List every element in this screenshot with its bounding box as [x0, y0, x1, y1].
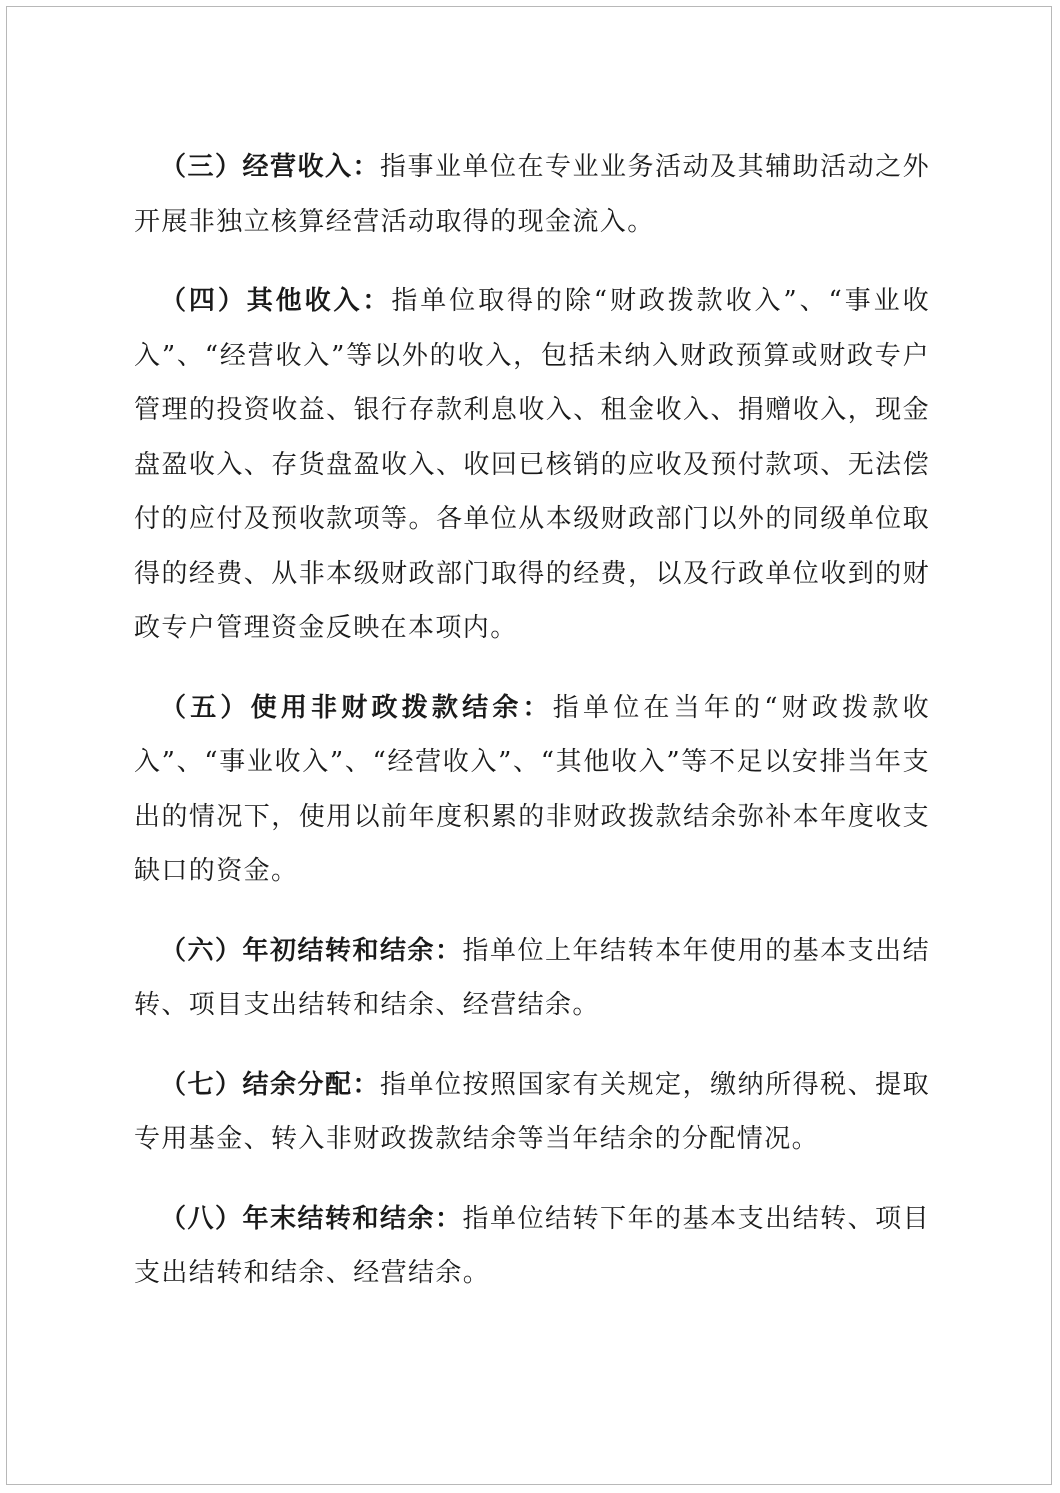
- paragraph-text: 指单位按照国家有关规定，缴纳所得税、提取专用基金、转入非财政拨款结余等当年结余的分配情况。: [134, 1069, 930, 1154]
- document-body: [134, 140, 930, 1326]
- paragraph-heading: （七）结余分配：: [160, 1069, 381, 1100]
- paragraph-non-fiscal-surplus-use: [134, 681, 930, 899]
- paragraph-heading: （五）使用非财政拨款结余：: [160, 692, 553, 723]
- paragraph-heading: （四）其他收入：: [160, 286, 392, 316]
- paragraph-operating-income: [134, 140, 930, 249]
- paragraph-text: 指单位上年结转本年使用的基本支出结转、项目支出结转和结余、经营结余。: [134, 935, 930, 1020]
- paragraph-closing-carryover: [134, 1192, 930, 1301]
- paragraph-text: 指单位取得的除“财政拨款收入”、“事业收入”、“经营收入”等以外的收入，包括未纳入财政预算或财政专户管理的投资收益、银行存款利息收入、租金收入、捐赠收入，现金盘盈收入、存货盘盈收入、收回已核销的应收及预付款项、无法偿付的应付及预收款项等。各单位从本级财政部门以外的同级单位取得的经费、从非本级财政部门取得的经费，以及行政单位收到的财政专户管理资金反映在本项内。: [134, 286, 930, 643]
- paragraph-opening-carryover: [134, 924, 930, 1033]
- paragraph-heading: （八）年末结转和结余：: [160, 1203, 463, 1234]
- paragraph-text: 指事业单位在专业业务活动及其辅助活动之外开展非独立核算经营活动取得的现金流入。: [134, 152, 930, 237]
- paragraph-heading: （三）经营收入：: [160, 152, 381, 182]
- paragraph-surplus-distribution: [134, 1058, 930, 1167]
- paragraph-heading: （六）年初结转和结余：: [160, 935, 463, 966]
- paragraph-other-income: [134, 274, 930, 656]
- paragraph-text: 指单位结转下年的基本支出结转、项目支出结转和结余、经营结余。: [134, 1203, 930, 1288]
- paragraph-text: 指单位在当年的“财政拨款收入”、“事业收入”、“经营收入”、“其他收入”等不足以安排当年支出的情况下，使用以前年度积累的非财政拨款结余弥补本年度收支缺口的资金。: [134, 692, 931, 886]
